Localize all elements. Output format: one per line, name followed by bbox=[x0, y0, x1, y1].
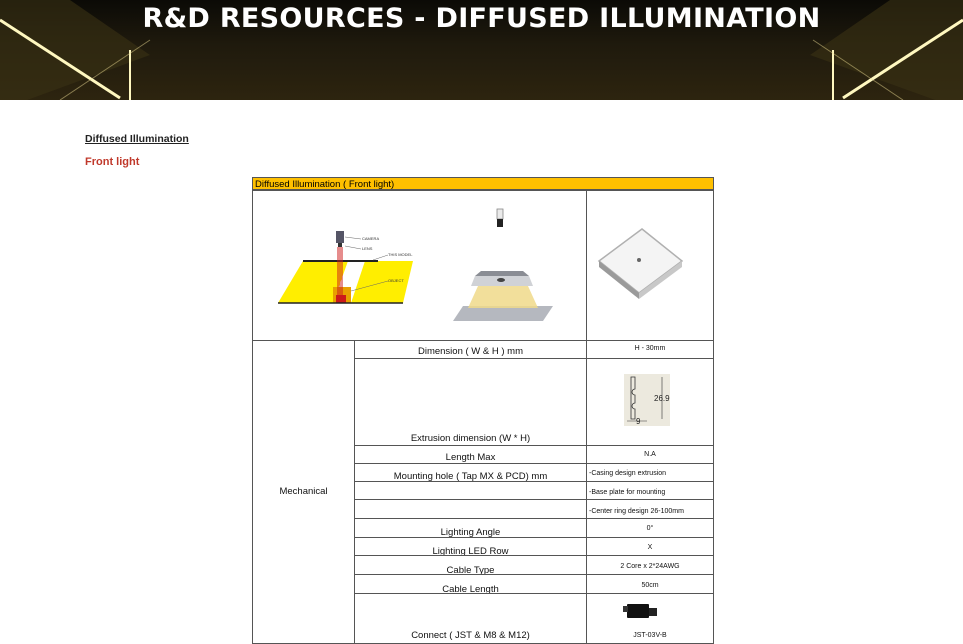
extrusion-height-label: 26.9 bbox=[654, 394, 670, 403]
lens-icon bbox=[338, 243, 342, 247]
extrusion-profile-drawing bbox=[587, 359, 713, 445]
page-title: R&D RESOURCES - DIFFUSED ILLUMINATION bbox=[142, 3, 821, 34]
row-label-dimension: Dimension ( W & H ) mm bbox=[417, 346, 524, 357]
lens-label: LENS bbox=[362, 246, 373, 251]
row-label-connect: Connect ( JST & M8 & M12) bbox=[411, 630, 530, 641]
camera-product-icon bbox=[497, 209, 503, 219]
row-value-dimension: H - 30mm bbox=[634, 345, 666, 352]
row-value-led-row: X bbox=[647, 544, 653, 551]
row-label-extrusion: Extrusion dimension (W * H) bbox=[410, 433, 531, 444]
row-label-length: Length Max bbox=[445, 452, 496, 463]
row-value-angle: 0° bbox=[646, 525, 654, 532]
front-light-diagram bbox=[253, 191, 586, 340]
table-row bbox=[354, 481, 587, 500]
row-value-mounting-3: -Center ring design 26-100mm bbox=[589, 508, 684, 515]
center-hole-shape bbox=[497, 278, 505, 282]
row-label-angle: Lighting Angle bbox=[440, 527, 501, 538]
extrusion-width-label: 9 bbox=[636, 417, 641, 426]
diagram-cell bbox=[252, 190, 587, 341]
section-heading: Diffused Illumination bbox=[85, 133, 189, 145]
object-shape bbox=[336, 295, 346, 303]
object-label: OBJECT bbox=[388, 278, 404, 283]
base-plate-shape bbox=[453, 306, 553, 321]
light-cone-shape bbox=[468, 286, 538, 308]
row-value-length: N.A bbox=[644, 451, 656, 458]
row-value-mounting-1: -Casing design extrusion bbox=[589, 470, 667, 477]
spec-table bbox=[252, 177, 714, 644]
table-row bbox=[354, 499, 587, 519]
table-caption: Diffused Illumination ( Front light) bbox=[252, 177, 714, 190]
row-label-cable-length: Cable Length bbox=[442, 584, 499, 595]
row-value-cable-type: 2 Core x 2*24AWG bbox=[620, 563, 680, 570]
row-value-mounting-2: -Base plate for mounting bbox=[589, 489, 666, 496]
mechanical-group-label: Mechanical bbox=[279, 486, 328, 497]
row-label-led-row: Lighting LED Row bbox=[432, 546, 509, 557]
camera-icon bbox=[336, 231, 344, 243]
row-value-connect: JST-03V-B bbox=[633, 632, 667, 639]
product-photo-cell bbox=[586, 190, 714, 341]
table-value-cell bbox=[586, 358, 714, 446]
row-label-mounting: Mounting hole ( Tap MX & PCD) mm bbox=[393, 471, 548, 482]
housing-rim-shape bbox=[475, 271, 529, 276]
camera-label: CAMERA bbox=[362, 236, 380, 241]
row-label-cable-type: Cable Type bbox=[446, 565, 495, 576]
row-value-cable-length: 50cm bbox=[641, 582, 659, 589]
section-subheading: Front light bbox=[85, 156, 140, 168]
page-banner bbox=[0, 0, 963, 100]
model-label: THIS MODEL bbox=[388, 252, 413, 257]
product-photo bbox=[587, 191, 713, 340]
camera-product-lens bbox=[497, 219, 503, 227]
